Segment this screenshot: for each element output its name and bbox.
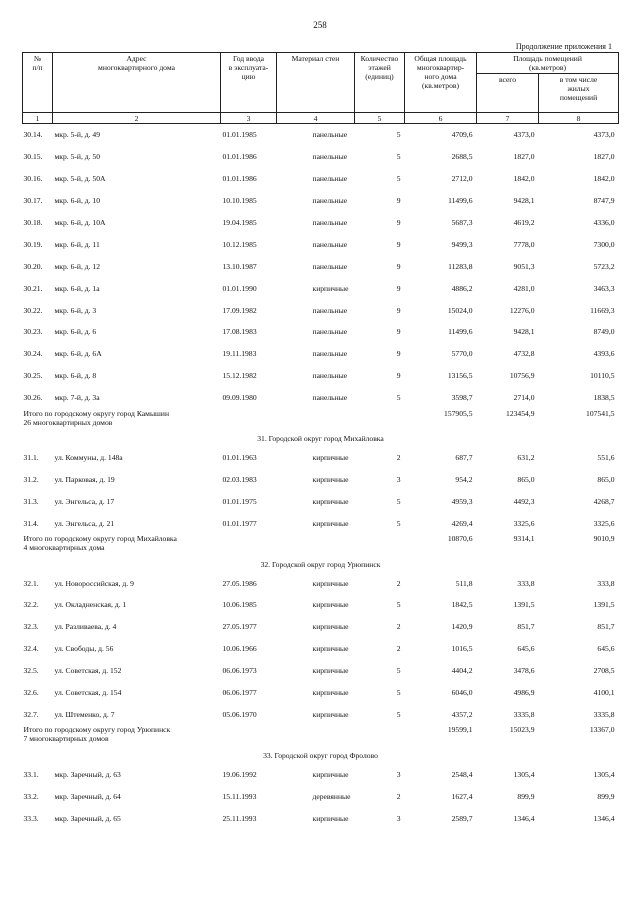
- row-area-all: 865,0: [517, 474, 535, 484]
- table-row: [23, 468, 619, 490]
- row-year: 02.03.1983: [222, 474, 257, 484]
- header-all: всего: [477, 74, 539, 113]
- row-total-area: 4886,2: [451, 283, 473, 293]
- column-number: 3: [221, 113, 277, 124]
- row-floors: 9: [396, 239, 401, 249]
- total-row: [23, 534, 619, 556]
- row-area-living: 1391,5: [593, 600, 615, 610]
- row-area-all: 333,8: [517, 578, 535, 588]
- table-row: [23, 255, 619, 277]
- row-area-living: 11669,3: [590, 305, 615, 315]
- row-year: 09.09.1980: [222, 393, 257, 403]
- row-address: мкр. Заречный, д. 64: [54, 791, 121, 801]
- row-floors: 9: [396, 371, 401, 381]
- housing-table: [22, 52, 619, 829]
- table-row: [23, 616, 619, 638]
- row-floors: 3: [396, 813, 401, 823]
- row-number: 33.3.: [23, 813, 39, 823]
- row-area-all: 899,9: [517, 791, 535, 801]
- row-material: кирпичные: [312, 518, 349, 528]
- row-area-all: 4281,0: [513, 283, 535, 293]
- row-area-all: 4732,8: [513, 349, 535, 359]
- row-area-living: 4373,0: [593, 130, 615, 140]
- total-label-line1: Итого по городскому округу город Михайловка: [23, 534, 177, 544]
- row-number: 30.26.: [23, 393, 43, 403]
- row-year: 01.01.1975: [222, 496, 257, 506]
- row-number: 32.3.: [23, 622, 39, 632]
- row-year: 10.12.1985: [222, 239, 257, 249]
- row-year: 27.05.1977: [222, 622, 257, 632]
- row-address: ул. Энгельса, д. 17: [54, 496, 115, 506]
- row-total-area: 11499,6: [448, 196, 473, 206]
- row-number: 30.16.: [23, 174, 43, 184]
- row-number: 30.22.: [23, 305, 43, 315]
- total-area-living: 9010,9: [593, 534, 615, 544]
- table-row: [23, 660, 619, 682]
- row-area-all: 9428,1: [513, 327, 535, 337]
- row-address: ул. Парковая, д. 19: [54, 474, 115, 484]
- row-total-area: 11283,8: [448, 261, 473, 271]
- row-total-area: 2712,0: [451, 174, 473, 184]
- row-address: ул. Разливаева, д. 4: [54, 622, 117, 632]
- row-floors: 5: [396, 496, 401, 506]
- row-year: 15.12.1982: [222, 371, 257, 381]
- row-address: мкр. 7-й, д. 3а: [54, 393, 100, 403]
- table-row: [23, 365, 619, 387]
- table-row: [23, 785, 619, 807]
- row-address: мкр. 6-й, д. 11: [54, 239, 100, 249]
- table-row: [23, 682, 619, 704]
- total-label: [23, 725, 405, 747]
- row-total-area: 1016,5: [451, 644, 473, 654]
- row-material: панельные: [312, 305, 348, 315]
- row-area-living: 645,6: [597, 644, 615, 654]
- row-year: 01.01.1986: [222, 152, 257, 162]
- header-premises: Площадь помещений (кв.метров): [477, 53, 619, 74]
- total-area: 19599,1: [447, 725, 473, 735]
- row-total-area: 1627,4: [451, 791, 473, 801]
- row-number: 31.4.: [23, 518, 39, 528]
- table-row: [23, 124, 619, 146]
- row-number: 33.1.: [23, 769, 39, 779]
- row-address: ул. Энгельса, д. 21: [54, 518, 115, 528]
- row-area-all: 1305,4: [513, 769, 535, 779]
- row-area-living: 1346,4: [593, 813, 615, 823]
- row-floors: 9: [396, 196, 401, 206]
- row-material: панельные: [312, 218, 348, 227]
- total-label-line2: 7 многоквартирных домов: [23, 734, 109, 744]
- row-material: панельные: [312, 393, 348, 403]
- row-number: 30.21.: [23, 283, 43, 293]
- row-area-all: 1827,0: [513, 152, 535, 162]
- row-total-area: 4357,2: [451, 709, 473, 719]
- total-area-all: 123454,9: [506, 408, 535, 418]
- total-label: [23, 534, 405, 556]
- table-row: [23, 638, 619, 660]
- row-floors: 9: [396, 283, 401, 293]
- row-material: кирпичные: [312, 769, 349, 779]
- section-heading-row: [23, 431, 619, 447]
- row-floors: 5: [396, 518, 401, 528]
- total-label-line1: Итого по городскому округу город Урюпинск: [23, 725, 171, 735]
- column-number: 8: [539, 113, 619, 124]
- row-area-all: 1391,5: [513, 600, 535, 610]
- row-year: 19.11.1983: [222, 349, 257, 359]
- row-total-area: 1842,5: [451, 600, 473, 610]
- row-floors: 2: [396, 791, 401, 801]
- row-year: 01.01.1963: [222, 453, 257, 463]
- row-address: мкр. 5-й, д. 50А: [54, 174, 106, 184]
- row-year: 01.01.1990: [222, 283, 257, 293]
- total-area-all: 9314,1: [513, 534, 535, 544]
- table-row: [23, 233, 619, 255]
- row-total-area: 511,8: [455, 578, 473, 588]
- row-material: кирпичные: [312, 644, 349, 654]
- column-number: 4: [277, 113, 355, 124]
- row-area-living: 1842,0: [593, 174, 615, 184]
- row-area-living: 551,6: [597, 453, 615, 463]
- row-area-living: 2708,5: [593, 666, 615, 676]
- row-floors: 5: [396, 600, 401, 610]
- row-year: 10.06.1985: [222, 600, 257, 610]
- row-number: 30.23.: [23, 327, 43, 337]
- header-total-area: Общая площадь многоквартир- ного дома (кв.метров): [405, 53, 477, 113]
- table-row: [23, 594, 619, 616]
- row-material: панельные: [312, 239, 348, 249]
- table-row: [23, 146, 619, 168]
- row-address: мкр. 6-й, д. 12: [54, 261, 101, 271]
- row-area-living: 10110,5: [590, 371, 615, 381]
- row-address: мкр. Заречный, д. 65: [54, 813, 121, 823]
- row-floors: 3: [396, 474, 401, 484]
- row-number: 32.7.: [23, 709, 39, 719]
- row-floors: 5: [396, 152, 401, 162]
- row-number: 32.2.: [23, 600, 39, 610]
- row-area-all: 2714,0: [513, 393, 535, 403]
- total-label-line1: Итого по городскому округу город Камышин: [23, 408, 170, 418]
- row-material: панельные: [312, 371, 348, 381]
- row-address: мкр. 6-й, д. 3: [54, 305, 97, 315]
- column-number: 1: [23, 113, 53, 124]
- header-num: № п/п: [23, 53, 53, 113]
- table-row: [23, 763, 619, 785]
- row-area-living: 8747,9: [593, 196, 615, 206]
- table-row: [23, 168, 619, 190]
- total-row: [23, 725, 619, 747]
- row-floors: 5: [396, 130, 401, 140]
- row-address: ул. Новороссийская, д. 9: [54, 578, 134, 588]
- total-area: 157905,5: [444, 408, 473, 418]
- table-row: [23, 212, 619, 234]
- section-heading-row: [23, 556, 619, 572]
- row-total-area: 954,2: [455, 474, 473, 484]
- row-area-living: 4393,6: [593, 349, 615, 359]
- row-material: кирпичные: [312, 578, 349, 588]
- row-floors: 5: [396, 709, 401, 719]
- row-address: мкр. 5-й, д. 50: [54, 152, 101, 162]
- row-material: панельные: [312, 261, 348, 271]
- row-floors: 5: [396, 174, 401, 184]
- row-number: 31.2.: [23, 474, 39, 484]
- row-area-all: 3478,6: [513, 666, 535, 676]
- row-total-area: 15024,0: [447, 305, 473, 315]
- row-area-all: 12276,0: [509, 305, 535, 315]
- section-heading-row: [23, 747, 619, 763]
- header-floors: Количество этажей (единиц): [355, 53, 405, 113]
- row-floors: 9: [396, 349, 401, 359]
- row-floors: 9: [396, 327, 401, 337]
- row-year: 10.10.1985: [222, 196, 257, 206]
- row-address: ул. Штеменко, д. 7: [54, 709, 115, 719]
- row-year: 25.11.1993: [222, 813, 257, 823]
- row-year: 17.09.1982: [222, 305, 257, 315]
- row-address: мкр. Заречный, д. 63: [54, 769, 121, 779]
- row-area-all: 9051,3: [513, 261, 535, 271]
- row-area-living: 1305,4: [593, 769, 615, 779]
- header-year: Год ввода в эксплуата- цию: [221, 53, 277, 113]
- total-label: [23, 409, 405, 431]
- row-address: ул. Советская, д. 154: [54, 688, 122, 698]
- table-row: [23, 387, 619, 409]
- row-number: 30.20.: [23, 261, 43, 271]
- header-material: Материал стен: [277, 53, 355, 113]
- row-area-all: 7778,0: [513, 239, 535, 249]
- row-material: кирпичные: [312, 283, 349, 293]
- table-row: [23, 512, 619, 534]
- row-floors: 9: [396, 305, 401, 315]
- row-total-area: 4269,4: [451, 518, 473, 528]
- row-floors: 9: [396, 218, 401, 227]
- row-number: 30.17.: [23, 196, 43, 206]
- row-area-all: 9428,1: [513, 196, 535, 206]
- column-number: 2: [53, 113, 221, 124]
- total-area: 10870,6: [447, 534, 473, 544]
- total-area-all: 15023,9: [509, 725, 535, 735]
- row-area-living: 4336,0: [593, 218, 615, 227]
- row-floors: 5: [396, 666, 401, 676]
- row-number: 30.19.: [23, 239, 43, 249]
- row-year: 19.04.1985: [222, 218, 257, 227]
- row-floors: 3: [396, 769, 401, 779]
- table-row: [23, 343, 619, 365]
- column-number: 7: [477, 113, 539, 124]
- row-area-all: 3335,8: [513, 709, 535, 719]
- row-area-all: 851,7: [517, 622, 535, 632]
- row-floors: 5: [396, 393, 401, 403]
- row-material: кирпичные: [312, 496, 349, 506]
- row-area-all: 4986,9: [513, 688, 535, 698]
- row-year: 17.08.1983: [222, 327, 257, 337]
- row-area-all: 631,2: [517, 453, 535, 463]
- row-total-area: 4709,6: [451, 130, 473, 140]
- row-total-area: 13156,5: [447, 371, 473, 381]
- row-address: ул. Окладненская, д. 1: [54, 600, 127, 610]
- table-row: [23, 572, 619, 594]
- row-year: 01.01.1977: [222, 518, 257, 528]
- row-address: мкр. 6-й, д. 6А: [54, 349, 102, 359]
- row-floors: 2: [396, 622, 401, 632]
- row-number: 32.6.: [23, 688, 39, 698]
- row-area-all: 645,6: [517, 644, 535, 654]
- row-address: мкр. 6-й, д. 6: [54, 327, 97, 337]
- row-material: кирпичные: [312, 600, 349, 610]
- row-area-living: 1838,5: [593, 393, 615, 403]
- table-row: [23, 447, 619, 469]
- continuation-note: Продолжение приложения 1: [515, 42, 612, 51]
- row-year: 06.06.1977: [222, 688, 257, 698]
- row-address: ул. Свободы, д. 56: [54, 644, 114, 654]
- row-material: панельные: [312, 327, 348, 337]
- column-number: 5: [355, 113, 405, 124]
- row-total-area: 5770,0: [451, 349, 473, 359]
- row-year: 13.10.1987: [222, 261, 257, 271]
- total-label-line2: 4 многоквартирных дома: [23, 543, 105, 553]
- row-number: 30.25.: [23, 371, 43, 381]
- row-area-living: 4100,1: [593, 688, 615, 698]
- row-material: панельные: [312, 130, 348, 140]
- row-year: 19.06.1992: [222, 769, 257, 779]
- header-living: в том числе жилых помещений: [539, 74, 619, 113]
- table-row: [23, 490, 619, 512]
- total-row: [23, 409, 619, 431]
- row-number: 30.18.: [23, 218, 43, 227]
- row-number: 33.2.: [23, 791, 39, 801]
- row-area-all: 1842,0: [513, 174, 535, 184]
- row-area-living: 851,7: [597, 622, 615, 632]
- total-label-line2: 26 многоквартирных домов: [23, 417, 113, 427]
- row-floors: 2: [396, 578, 401, 588]
- table-row: [23, 190, 619, 212]
- row-address: мкр. 6-й, д. 10А: [54, 218, 106, 227]
- row-area-all: 1346,4: [513, 813, 535, 823]
- row-area-all: 4619,2: [513, 218, 535, 227]
- row-floors: 2: [396, 644, 401, 654]
- row-material: кирпичные: [312, 622, 349, 632]
- row-area-living: 8749,0: [593, 327, 615, 337]
- row-year: 05.06.1970: [222, 709, 257, 719]
- header-address: Адрес многоквартирного дома: [53, 53, 221, 113]
- row-year: 06.06.1973: [222, 666, 257, 676]
- row-material: кирпичные: [312, 813, 349, 823]
- row-material: кирпичные: [312, 688, 349, 698]
- row-area-living: 3325,6: [593, 518, 615, 528]
- row-address: мкр. 5-й, д. 49: [54, 130, 101, 140]
- row-address: мкр. 6-й, д. 8: [54, 371, 97, 381]
- table-row: [23, 299, 619, 321]
- total-area-living: 107541,5: [586, 408, 615, 418]
- table-row: [23, 807, 619, 829]
- row-area-living: 7300,0: [593, 239, 615, 249]
- row-area-living: 333,8: [597, 578, 615, 588]
- table-row: [23, 277, 619, 299]
- row-number: 30.24.: [23, 349, 43, 359]
- row-address: мкр. 6-й, д. 1а: [54, 283, 100, 293]
- row-area-living: 899,9: [597, 791, 615, 801]
- row-area-all: 4492,3: [513, 496, 535, 506]
- row-area-living: 1827,0: [593, 152, 615, 162]
- row-material: панельные: [312, 174, 348, 184]
- row-total-area: 11499,6: [448, 327, 473, 337]
- row-area-living: 3335,8: [593, 709, 615, 719]
- row-number: 30.14.: [23, 130, 43, 140]
- row-total-area: 2589,7: [451, 813, 473, 823]
- section-heading: 31. Городской округ город Михайловка: [257, 434, 384, 444]
- section-heading: 32. Городской округ город Урюпинск: [260, 559, 381, 569]
- row-number: 31.1.: [23, 453, 39, 463]
- row-address: мкр. 6-й, д. 10: [54, 196, 101, 206]
- row-total-area: 2548,4: [451, 769, 473, 779]
- row-address: ул. Коммуны, д. 148а: [54, 453, 123, 463]
- row-year: 27.05.1986: [222, 578, 257, 588]
- row-material: деревянные: [312, 791, 351, 801]
- row-material: панельные: [312, 196, 348, 206]
- row-floors: 2: [396, 453, 401, 463]
- row-area-all: 10756,9: [509, 371, 535, 381]
- row-area-living: 4268,7: [593, 496, 615, 506]
- row-year: 01.01.1986: [222, 174, 257, 184]
- row-number: 32.4.: [23, 644, 39, 654]
- row-material: кирпичные: [312, 474, 349, 484]
- row-area-all: 4373,0: [513, 130, 535, 140]
- row-number: 32.1.: [23, 578, 39, 588]
- row-area-living: 5723,2: [593, 261, 615, 271]
- row-address: ул. Советская, д. 152: [54, 666, 122, 676]
- row-total-area: 5687,3: [451, 218, 473, 227]
- row-material: панельные: [312, 349, 348, 359]
- row-material: кирпичные: [312, 453, 349, 463]
- row-total-area: 4404,2: [451, 666, 473, 676]
- row-area-living: 865,0: [597, 474, 615, 484]
- row-material: кирпичные: [312, 666, 349, 676]
- row-year: 01.01.1985: [222, 130, 257, 140]
- row-year: 15.11.1993: [222, 791, 257, 801]
- row-material: кирпичные: [312, 709, 349, 719]
- table-row: [23, 321, 619, 343]
- row-total-area: 1420,9: [451, 622, 473, 632]
- row-total-area: 9499,3: [451, 239, 473, 249]
- table-row: [23, 703, 619, 725]
- column-numbers-row: [23, 113, 619, 124]
- row-total-area: 2688,5: [451, 152, 473, 162]
- row-number: 30.15.: [23, 152, 43, 162]
- row-area-living: 3463,3: [593, 283, 615, 293]
- column-number: 6: [405, 113, 477, 124]
- row-material: панельные: [312, 152, 348, 162]
- section-heading: 33. Городской округ город Фролово: [263, 750, 378, 760]
- row-number: 32.5.: [23, 666, 39, 676]
- row-floors: 5: [396, 688, 401, 698]
- total-area-living: 13367,0: [589, 725, 615, 735]
- row-total-area: 4959,3: [451, 496, 473, 506]
- row-total-area: 3598,7: [451, 393, 473, 403]
- page-number: 258: [313, 20, 327, 30]
- row-floors: 9: [396, 261, 401, 271]
- row-total-area: 687,7: [455, 453, 473, 463]
- row-number: 31.3.: [23, 496, 39, 506]
- row-area-all: 3325,6: [513, 518, 535, 528]
- row-year: 10.06.1966: [222, 644, 257, 654]
- row-total-area: 6046,0: [451, 688, 473, 698]
